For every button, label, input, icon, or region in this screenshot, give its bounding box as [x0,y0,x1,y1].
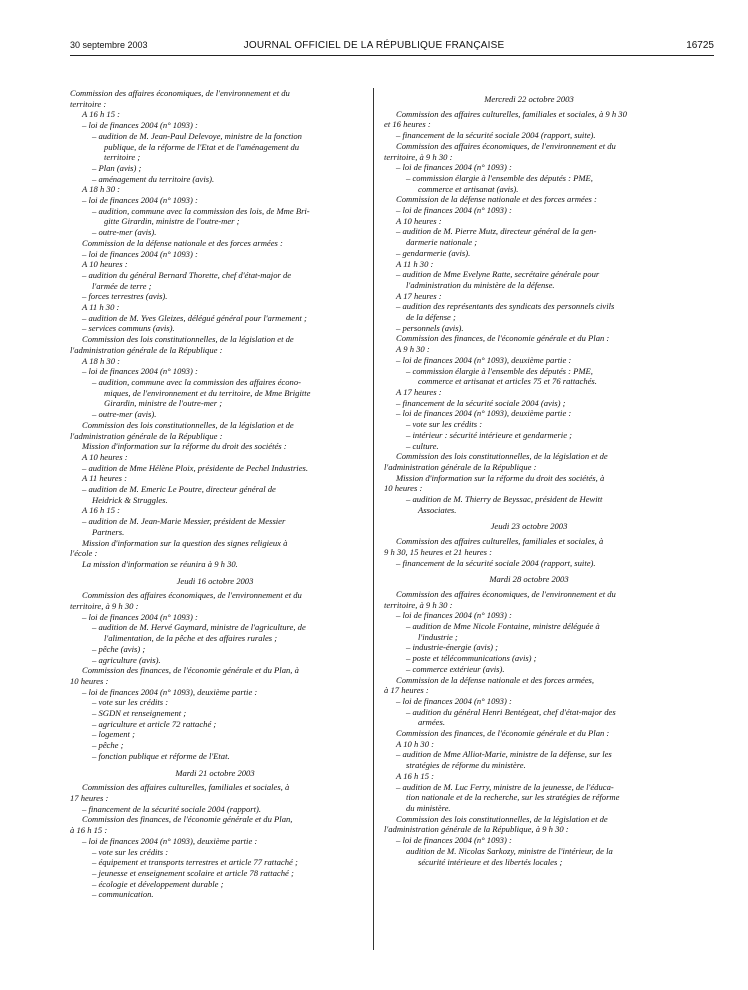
text-line: Commission des finances, de l'économie générale et du Plan, à [82,665,299,676]
text-line: – culture. [406,440,439,451]
text-line: – loi de finances 2004 (n° 1093) : [82,248,198,259]
text-line: – audition de M. Thierry de Beyssac, président de Hewitt [406,494,603,505]
text-line: Commission des lois constitutionnelles, de la législation et de [396,813,608,824]
text-line: – audition du général Henri Bentégeat, chef d'état-major des [406,706,616,717]
header-title: JOURNAL OFFICIEL DE LA RÉPUBLIQUE FRANÇAISE [243,40,505,51]
text-line: A 18 h 30 : [82,184,121,195]
text-line: darmerie nationale ; [406,237,478,248]
text-line: Commission des finances, de l'économie générale et du Plan, [82,814,293,825]
column-divider [373,88,374,950]
text-line: Heidrick & Struggles. [92,494,168,505]
text-line: – loi de finances 2004 (n° 1093) : [82,120,198,131]
text-line: Commission des affaires culturelles, familiales et sociales, à [396,536,604,547]
text-line: territoire, à 9 h 30 : [384,599,453,610]
text-line: – vote sur les crédits : [92,846,169,857]
text-line: Commission des affaires économiques, de l'environnement et du [396,588,616,599]
text-line: – écologie et développement durable ; [92,878,224,889]
right-column [384,88,674,867]
text-line: Mission d'information sur la question des signes religieux à [82,537,288,548]
text-line: l'école : [70,548,98,559]
text-line: – loi de finances 2004 (n° 1093), deuxième partie : [82,686,258,697]
text-line: publique, de la réforme de l'Etat et de l'aménagement du [104,141,300,152]
text-line: – audition des représentants des syndicats des personnels civils [396,301,615,312]
text-line: Commission des lois constitutionnelles, de la législation et de [82,419,294,430]
text-line: Commission des affaires culturelles, familiales et sociales, à 9 h 30 [396,108,627,119]
text-line: Commission de la défense nationale et des forces armées, [396,674,595,685]
text-line: – loi de finances 2004 (n° 1093) : [396,162,512,173]
left-column [70,88,360,900]
text-line: A 11 h 30 : [396,258,434,269]
text-line: – outre-mer (avis). [92,409,157,420]
text-line: miques, de l'environnement et du territoire, de Mme Brigitte [104,387,311,398]
text-line: A 10 heures : [396,215,442,226]
text-line: audition de M. Nicolas Sarkozy, ministre de l'intérieur, de la [406,845,613,856]
text-line: – jeunesse et enseignement scolaire et article 78 rattaché ; [92,867,294,878]
text-line: – financement de la sécurité sociale 2004 (rapport, suite). [396,557,596,568]
text-line: Mission d'information sur la réforme du droit des sociétés, à [396,472,605,483]
text-line: – audition de Mme Nicole Fontaine, ministre déléguée à [406,621,600,632]
text-line: – industrie-énergie (avis) ; [406,642,499,653]
text-line: – personnels (avis). [396,322,464,333]
text-line: armées. [418,717,445,728]
text-line: – aménagement du territoire (avis). [92,173,215,184]
page-header [34,40,714,54]
text-line: et 16 heures : [384,119,431,130]
text-line: – loi de finances 2004 (n° 1093) : [82,611,198,622]
text-line: A 16 h 15 : [82,505,121,516]
text-line: – audition de M. Emeric Le Poutre, directeur général de [82,484,276,495]
section-date: Jeudi 16 octobre 2003 [176,575,254,586]
header-rule [70,55,714,56]
text-line: Commission des lois constitutionnelles, de la législation et de [396,451,608,462]
text-line: – agriculture et article 72 rattaché ; [92,718,217,729]
text-line: territoire, à 9 h 30 : [70,601,139,612]
header-date: 30 septembre 2003 [70,40,148,50]
text-line: l'alimentation, de la pêche et des affaires rurales ; [104,633,278,644]
text-line: – audition de M. Jean-Marie Messier, président de Messier [82,516,286,527]
text-line: sécurité intérieure et des libertés locales ; [418,856,563,867]
text-line: Commission des affaires économiques, de l'environnement et du [396,140,616,151]
text-line: l'administration du ministère de la défense. [406,279,555,290]
text-line: commerce et artisanat (avis). [418,183,519,194]
text-line: A 18 h 30 : [82,355,121,366]
text-line: – audition, commune avec la commission des affaires écono- [92,376,301,387]
section-date: Mardi 28 octobre 2003 [489,574,569,585]
text-line: Girardin, ministre de l'outre-mer ; [104,398,223,409]
text-line: – forces terrestres (avis). [82,291,168,302]
text-line: – logement ; [92,729,135,740]
text-line: – commission élargie à l'ensemble des députés : PME, [406,365,593,376]
text-line: – audition du général Bernard Thorette, chef d'état-major de [82,269,292,280]
text-line: – loi de finances 2004 (n° 1093), deuxième partie : [396,354,572,365]
text-line: – audition de M. Jean-Paul Delevoye, ministre de la fonction [92,130,302,141]
text-line: – gendarmerie (avis). [396,247,471,258]
text-line: – financement de la sécurité sociale 2004 (avis) ; [396,397,566,408]
text-line: Commission des finances, de l'économie générale et du Plan : [396,728,610,739]
section-date: Mardi 21 octobre 2003 [175,767,255,778]
text-line: – poste et télécommunications (avis) ; [406,653,537,664]
text-line: gitte Girardin, ministre de l'outre-mer ; [104,216,240,227]
text-line: Commission de la défense nationale et des forces armées : [82,237,283,248]
text-line: commerce et artisanat et articles 75 et 76 rattachés. [418,376,597,387]
text-line: Commission des affaires culturelles, familiales et sociales, à [82,782,290,793]
text-line: – services communs (avis). [82,323,175,334]
text-line: Commission des finances, de l'économie générale et du Plan : [396,333,610,344]
text-line: – loi de finances 2004 (n° 1093) : [396,610,512,621]
text-line: A 10 h 30 : [396,738,435,749]
text-line: 17 heures : [70,793,109,803]
text-line: l'administration générale de la République : [384,461,537,472]
text-line: l'administration générale de la République : [70,344,223,355]
text-line: – audition de M. Hervé Gaymard, ministre de l'agriculture, de [92,622,306,633]
text-line: Commission des lois constitutionnelles, de la législation et de [82,334,294,345]
text-line: à 16 h 15 : [70,825,108,836]
text-line: – loi de finances 2004 (n° 1093) : [396,205,512,216]
text-line: A 17 heures : [396,290,442,301]
text-line: – financement de la sécurité sociale 2004 (rapport, suite). [396,130,596,141]
text-line: Commission de la défense nationale et des forces armées : [396,194,597,205]
text-line: – financement de la sécurité sociale 2004 (rapport). [82,803,262,814]
text-line: – Plan (avis) ; [92,162,142,173]
text-line: A 16 h 15 : [82,109,121,120]
text-line: – loi de finances 2004 (n° 1093) : [396,835,512,846]
text-line: de la défense ; [406,312,456,323]
text-line: – commerce extérieur (avis). [406,663,505,674]
text-line: – équipement et transports terrestres et article 77 rattaché ; [92,857,298,868]
text-line: à 17 heures : [384,685,429,696]
text-line: l'administration générale de la République, à 9 h 30 : [384,824,569,835]
text-line: – audition de Mme Evelyne Ratte, secrétaire générale pour [396,269,600,280]
text-line: – loi de finances 2004 (n° 1093) : [396,695,512,706]
text-line: A 9 h 30 : [396,344,430,355]
text-line: – pêche ; [92,740,124,751]
text-line: – loi de finances 2004 (n° 1093), deuxième partie : [396,408,572,419]
text-line: l'industrie ; [418,631,458,642]
text-line: A 11 heures : [82,473,127,484]
text-line: stratégies de réforme du ministère. [406,760,526,771]
text-line: A 16 h 15 : [396,770,435,781]
text-line: – loi de finances 2004 (n° 1093) : [82,195,198,206]
text-line: A 10 heures : [82,259,128,270]
text-line: 10 heures : [384,483,423,494]
text-line: territoire, à 9 h 30 : [384,151,453,162]
text-line: – pêche (avis) ; [92,643,146,654]
text-line: Partners. [92,526,125,537]
text-line: Associates. [418,504,457,515]
text-line: – audition de Mme Hélène Ploix, présidente de Pechel Industries. [82,462,308,473]
text-line: du ministère. [406,803,451,813]
text-line: A 11 h 30 : [82,302,120,313]
text-line: tion nationale et de la recherche, sur les stratégies de réforme [406,792,620,803]
text-line: l'administration générale de la République : [70,430,223,441]
section-date: Jeudi 23 octobre 2003 [490,521,568,532]
text-line: territoire : [70,98,107,109]
text-line: – agriculture (avis). [92,654,161,665]
text-line: A 17 heures : [396,386,442,397]
text-line: A 10 heures : [82,451,128,462]
text-line: – audition, commune avec la commission des lois, de Mme Bri- [92,205,310,216]
text-line: – communication. [92,889,154,900]
text-line: – vote sur les crédits : [406,419,483,430]
text-line: – commission élargie à l'ensemble des députés : PME, [406,172,593,183]
text-line: Commission des affaires économiques, de l'environnement et du [70,88,290,98]
text-line: Commission des affaires économiques, de l'environnement et du [82,590,302,601]
text-line: – SGDN et renseignement ; [92,708,187,719]
text-line: 9 h 30, 15 heures et 21 heures : [384,546,492,557]
text-line: l'armée de terre ; [92,280,152,291]
text-line: – audition de Mme Alliot-Marie, ministre de la défense, sur les [396,749,612,760]
text-line: Mission d'information sur la réforme du droit des sociétés : [82,441,287,452]
text-line: La mission d'information se réunira à 9 h 30. [82,558,238,569]
text-line: – fonction publique et réforme de l'Etat. [92,750,230,761]
text-line: 10 heures : [70,675,109,686]
text-line: – loi de finances 2004 (n° 1093) : [82,366,198,377]
text-line: – vote sur les crédits : [92,697,169,708]
text-line: – loi de finances 2004 (n° 1093), deuxième partie : [82,835,258,846]
page-number: 16725 [686,40,714,51]
text-line: territoire ; [104,152,141,163]
text-line: – outre-mer (avis). [92,227,157,238]
text-line: – audition de M. Luc Ferry, ministre de la jeunesse, de l'éduca- [396,781,614,792]
text-line: – intérieur : sécurité intérieure et gendarmerie ; [406,429,573,440]
text-line: – audition de M. Pierre Mutz, directeur général de la gen- [396,226,597,237]
section-date: Mercredi 22 octobre 2003 [484,94,574,104]
text-line: – audition de M. Yves Gleizes, délégué général pour l'armement ; [82,312,307,323]
